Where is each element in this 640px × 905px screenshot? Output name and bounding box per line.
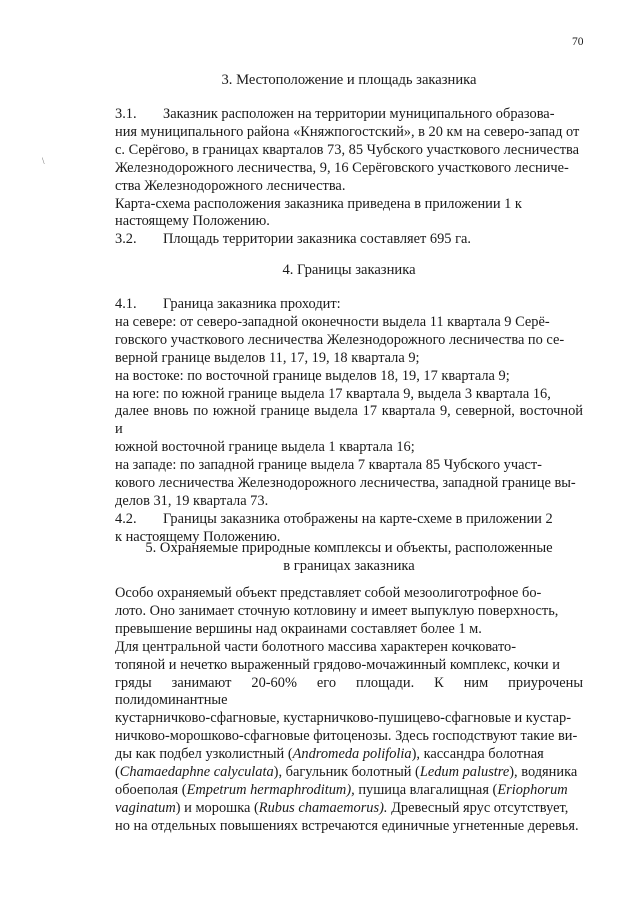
latin-name: Rubus chamaemorus). (258, 799, 388, 816)
paragraph-description (115, 585, 583, 639)
latin-name: Chamaedaphne calyculata (119, 764, 274, 781)
text-fragment: пушица влагалищная ( (354, 781, 498, 798)
text-line: верной границе выделов 11, 17, 19, 18 квартала 9; (115, 349, 420, 366)
latin-name: Empetrum hermaphroditum), (186, 781, 355, 798)
latin-name: Andromeda polifolia (292, 746, 412, 763)
boundary-east (115, 368, 583, 386)
text-line: на востоке: по восточной границе выделов 18, 19, 17 квартала 9; (115, 367, 510, 384)
heading-line: в границах заказника (283, 558, 415, 574)
clause-number: 3.2. (115, 231, 137, 248)
clause-number: 3.1. (115, 106, 137, 122)
text-fragment: ), багульник болотный ( (273, 764, 420, 781)
text-line: топяной и нечетко выраженный грядово-мочажинный комплекс, кочки и (115, 656, 560, 673)
boundary-west (115, 457, 583, 511)
text-line: делов 31, 19 квартала 73. (115, 492, 269, 509)
paragraph-vegetation (115, 639, 583, 836)
text-line: настоящему Положению. (115, 213, 270, 230)
text-fragment: обоеполая ( (115, 781, 187, 798)
text-line: Карта-схема расположения заказника приведена в приложении 1 к (115, 195, 522, 212)
text-line: ничково-морошково-сфагновые фитоценозы. Здесь господствуют такие ви- (115, 728, 578, 745)
text-line: Заказник расположен на территории муниципального образова- (163, 106, 555, 122)
latin-name: vaginatum (115, 799, 176, 816)
latin-name: Eriophorum (497, 781, 568, 798)
text-line: Граница заказника проходит: (163, 296, 341, 312)
text-fragment: ), водяника (509, 764, 578, 781)
text-line: превышение вершины над окраинами составляет более 1 м. (115, 620, 482, 637)
text-line: ства Железнодорожного лесничества. (115, 177, 346, 194)
section-5-heading (115, 539, 583, 575)
clause-number: 4.2. (115, 510, 137, 527)
text-line: но на отдельных повышениях встречаются единичные угнетенные деревья. (115, 817, 579, 834)
heading-line: 5. Охраняемые природные комплексы и объекты, расположенные (145, 540, 553, 556)
latin-name: Ledum palustre (419, 764, 510, 781)
paragraph-map (115, 196, 583, 232)
text-line: Границы заказника отображены на карте-схеме в приложении 2 (163, 510, 553, 527)
text-line: Площадь территории заказника составляет 695 га. (163, 231, 471, 248)
text-line: южной восточной границе выдела 1 квартала 16; (115, 439, 415, 456)
paragraph-4-1 (115, 296, 583, 314)
text-line: на юге: по южной границе выдела 17 квартала 9, выдела 3 квартала 16, (115, 385, 551, 402)
text-line: на севере: от северо-западной оконечности выдела 11 квартала 9 Серё- (115, 313, 550, 330)
boundary-north (115, 314, 583, 368)
text-line: на западе: по западной границе выдела 7 квартала 85 Чубского участ- (115, 457, 542, 474)
text-line: лото. Оно занимает сточную котловину и имеет выпуклую поверхность, (115, 602, 559, 619)
boundary-south (115, 386, 583, 458)
text-fragment: ) и морошка ( (175, 799, 259, 816)
text-line: далее вновь по южной границе выдела 17 квартала 9, северной, восточной и (115, 403, 583, 438)
section-5-body (115, 585, 583, 836)
text-line: к настоящему Положению. (115, 528, 281, 545)
stray-mark: \ (42, 156, 45, 166)
clause-number: 4.1. (115, 296, 137, 312)
text-line: Железнодорожного лесничества, 9, 16 Серёговского участкового лесниче- (115, 159, 569, 176)
text-fragment: Древесный ярус отсутствует, (387, 799, 569, 816)
text-line: Для центральной части болотного массива характерен кочковато- (115, 638, 517, 655)
section-4-body (115, 296, 583, 547)
text-line: Особо охраняемый объект представляет собой мезоолиготрофное бо- (115, 585, 542, 601)
text-line: кустарничково-сфагновые, кустарничково-пушицево-сфагновые и кустар- (115, 710, 571, 727)
text-line: с. Серёгово, в границах кварталов 73, 85 Чубского участкового лесничества (115, 141, 580, 158)
text-line: гряды занимают 20-60% его площади. К ним приурочены полидоминантные (115, 674, 583, 709)
text-line: кового лесничества Железнодорожного лесничества, западной границе вы- (115, 475, 576, 492)
text-fragment: ), кассандра болотная (411, 746, 544, 763)
text-fragment: ( (115, 764, 120, 781)
section-4-heading: 4. Границы заказника (282, 262, 416, 278)
section-3-heading: 3. Местоположение и площадь заказника (221, 72, 477, 88)
page-number: 70 (572, 36, 584, 48)
text-line: ния муниципального района «Княжпогостский», в 20 км на северо-запад от (115, 123, 580, 140)
section-3-body (115, 106, 583, 249)
paragraph-3-1 (115, 106, 583, 196)
text-line: говского участкового лесничества Железнодорожного лесничества по се- (115, 331, 565, 348)
text-fragment: ды как подбел узколистный ( (115, 746, 293, 763)
paragraph-3-2 (115, 231, 583, 249)
